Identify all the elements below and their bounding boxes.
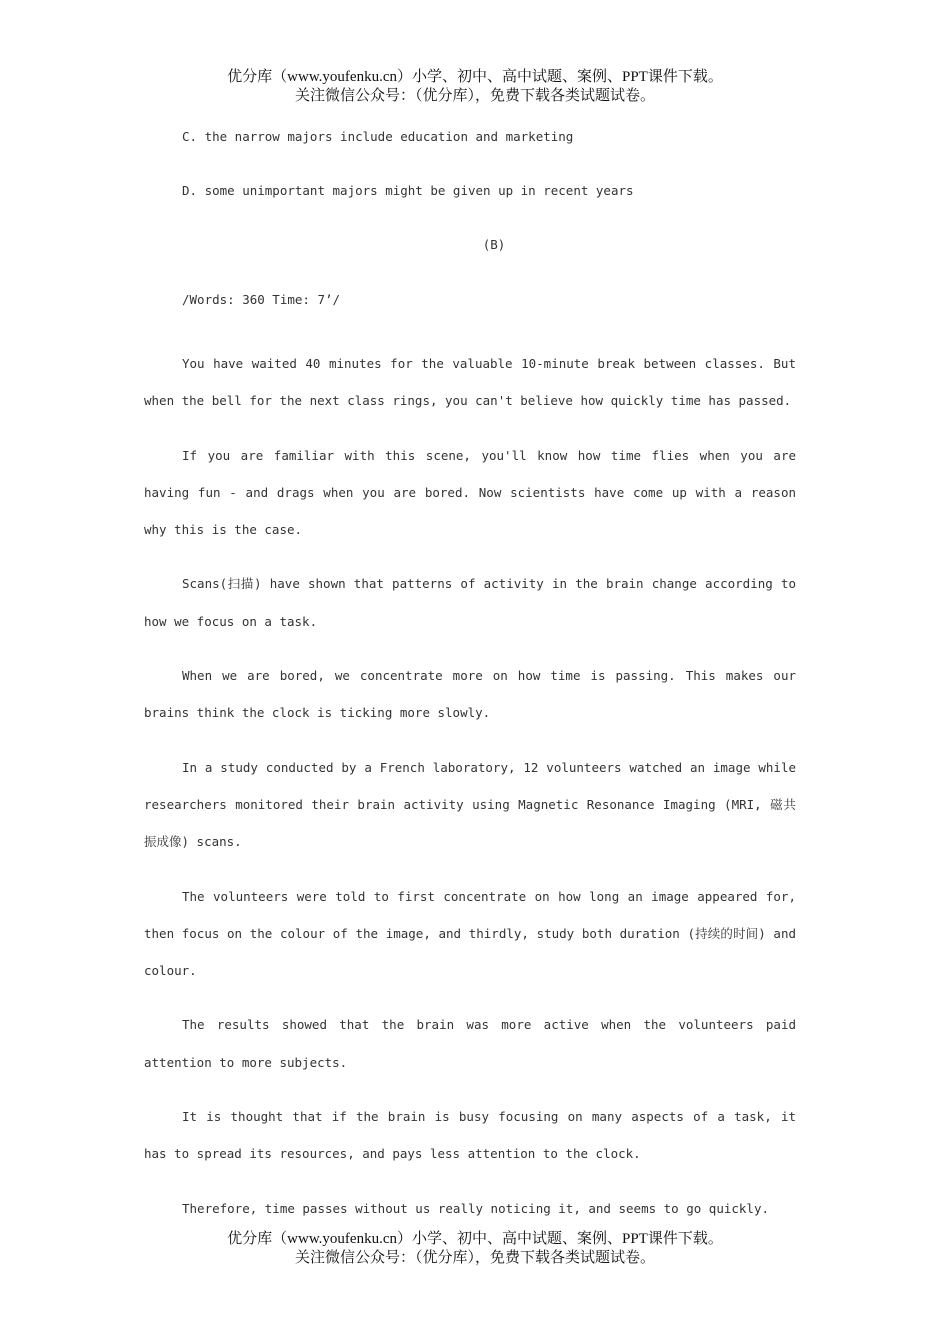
paragraph: In a study conducted by a French laboratory, 12 volunteers watched an image while researchers monitored their brain activity using Magnetic Resonance Imaging (MRI, 磁共振成像) scans.	[144, 759, 796, 850]
footer-line-1: 优分库（www.youfenku.cn）小学、初中、高中试题、案例、PPT课件下载。	[227, 1231, 723, 1247]
page-header	[0, 68, 950, 106]
option-d: D. some unimportant majors might be given up in recent years	[182, 183, 634, 198]
section-label: (B)	[482, 237, 506, 252]
paragraph: It is thought that if the brain is busy focusing on many aspects of a task, it has to spread its resources, and pays less attention to the clock.	[144, 1109, 796, 1162]
header-line-2: 关注微信公众号：（优分库），免费下载各类试题试卷。	[294, 88, 655, 104]
paragraph: The volunteers were told to first concentrate on how long an image appeared for, then focus on the colour of the image, and thirdly, study both duration (持续的时间) and colour.	[144, 888, 796, 979]
footer-line-2: 关注微信公众号：（优分库），免费下载各类试题试卷。	[294, 1250, 655, 1266]
paragraph: The results showed that the brain was more active when the volunteers paid attention to more subjects.	[144, 1017, 796, 1070]
reading-passage	[144, 345, 796, 1244]
header-line-1: 优分库（www.youfenku.cn）小学、初中、高中试题、案例、PPT课件下载。	[227, 69, 723, 85]
word-count: /Words: 360 Time: 7’/	[182, 292, 341, 307]
paragraph: You have waited 40 minutes for the valuable 10-minute break between classes. But when the bell for the next class rings, you can't believe how quickly time has passed.	[144, 356, 796, 409]
paragraph: When we are bored, we concentrate more on how time is passing. This makes our brains think the clock is ticking more slowly.	[144, 668, 796, 721]
option-c: C. the narrow majors include education and marketing	[182, 129, 574, 144]
paragraph: Scans(扫描) have shown that patterns of activity in the brain change according to how we focus on a task.	[144, 576, 796, 629]
paragraph: Therefore, time passes without us really noticing it, and seems to go quickly.	[182, 1200, 769, 1216]
paragraph: If you are familiar with this scene, you'll know how time flies when you are having fun - and drags when you are bored. Now scientists have come up with a reason why this is the case.	[144, 447, 796, 538]
page-footer	[0, 1230, 950, 1268]
